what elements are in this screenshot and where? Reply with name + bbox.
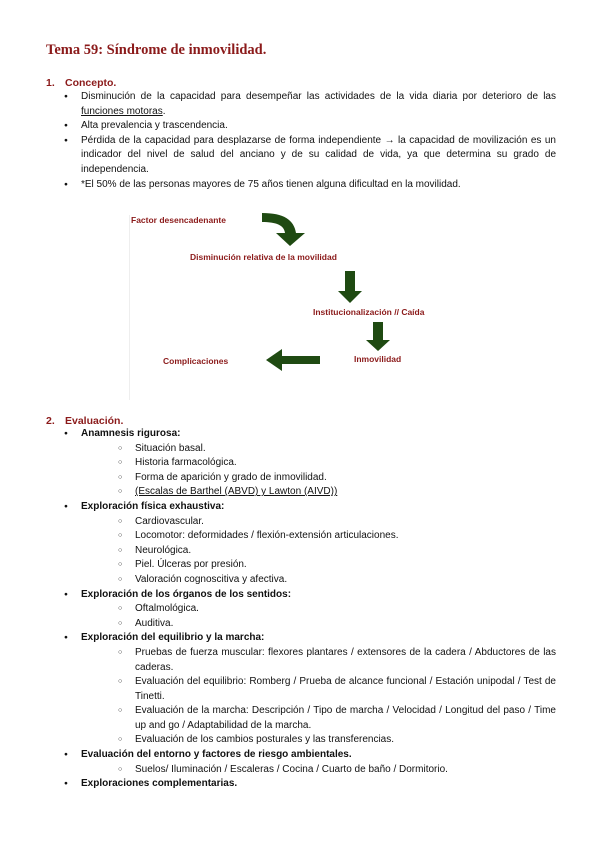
immobility-diagram xyxy=(0,205,600,405)
concept-list xyxy=(64,90,556,192)
evaluation-item-exploracion-fisica: ● Exploración física exhaustiva: ○ Cardiovascular. ○ Locomotor: deformidades / flexión-extensión articulaciones. ○ Neurológica. ○ Piel. Úlceras por presión. ○ Valoración cognoscitiva y afectiva. xyxy=(64,500,556,588)
list-item: ○ Suelos/ Iluminación / Escaleras / Cocina / Cuarto de baño / Dormitorio. xyxy=(81,763,556,778)
diagram-institucionalizacion-label: Institucionalización // Caída xyxy=(313,307,425,317)
evaluation-item-entorno: ● Evaluación del entorno y factores de riesgo ambientales. ○ Suelos/ Iluminación / Escaleras / Cocina / Cuarto de baño / Dormitorio. xyxy=(64,748,556,777)
section-2-number: 2. xyxy=(46,415,55,427)
section-1-number: 1. xyxy=(46,77,55,89)
list-item: ○ Cardiovascular. xyxy=(81,515,556,530)
anamnesis-sublist xyxy=(81,442,556,500)
list-item: ○ Neurológica. xyxy=(81,544,556,559)
list-item: ○ Forma de aparición y grado de inmovilidad. xyxy=(81,471,556,486)
equilibrio-sublist xyxy=(81,646,556,748)
list-item: ○ Oftalmológica. xyxy=(81,602,556,617)
page-title: Tema 59: Síndrome de inmovilidad. xyxy=(46,42,267,58)
list-item: ○ Pruebas de fuerza muscular: flexores plantares / extensores de la cadera / Abductores de las caderas. xyxy=(81,646,556,675)
diagram-factor-label: Factor desencadenante xyxy=(131,215,226,225)
evaluation-item-sentidos: ● Exploración de los órganos de los sentidos: ○ Oftalmológica. ○ Auditiva. xyxy=(64,588,556,632)
sentidos-sublist xyxy=(81,602,556,631)
concept-item-2: ● Alta prevalencia y trascendencia. xyxy=(64,119,556,134)
evaluation-item-anamnesis: ● Anamnesis rigurosa: ○ Situación basal. ○ Historia farmacológica. ○ Forma de aparición y grado de inmovilidad. ○ (Escalas de Barthel (ABVD) y Lawton (AIVD)) xyxy=(64,427,556,500)
section-2-title: Evaluación. xyxy=(65,415,124,427)
diagram-complicaciones-label: Complicaciones xyxy=(163,356,229,366)
list-item: ○ Situación basal. xyxy=(81,442,556,457)
down-arrow-icon xyxy=(338,271,362,303)
list-item: ○ Locomotor: deformidades / flexión-extensión articulaciones. xyxy=(81,529,556,544)
evaluation-item-complementarias: ● Exploraciones complementarias. xyxy=(64,777,556,792)
concept-item-1: ● Disminución de la capacidad para desempeñar las actividades de la vida diaria por deterioro de las funciones motoras. xyxy=(64,90,556,119)
evaluation-item-equilibrio: ● Exploración del equilibrio y la marcha: ○ Pruebas de fuerza muscular: flexores plantares / extensores de la cadera / Abductores de las caderas. ○ Evaluación del equilibrio: Romberg / Prueba de alcance funcional / Estación unipodal / Test de Tinetti. ○ Evaluación de la marcha: Descripción / Tipo de marcha / Velocidad / Longitud del paso / Time up and go / Adaptabilidad de la marcha. ○ Evaluación de los cambios posturales y las transferencias. xyxy=(64,631,556,748)
exploracion-fisica-sublist xyxy=(81,515,556,588)
list-item: ○ Evaluación de la marcha: Descripción / Tipo de marcha / Velocidad / Longitud del paso / Time up and go / Adaptabilidad de la marcha. xyxy=(81,704,556,733)
list-item: ○ Historia farmacológica. xyxy=(81,456,556,471)
down-arrow-icon xyxy=(366,322,390,351)
list-item: ○ Evaluación de los cambios posturales y las transferencias. xyxy=(81,733,556,748)
left-arrow-icon xyxy=(266,349,320,371)
escalas-link-item[interactable]: ○ (Escalas de Barthel (ABVD) y Lawton (AIVD)) xyxy=(81,485,556,500)
diagram-inmovilidad-label: Inmovilidad xyxy=(354,354,402,364)
concept-item-3: ● Pérdida de la capacidad para desplazarse de forma independiente → la capacidad de movilización es un indicador del nivel de salud del anciano y de su calidad de vida, ya que determina su grado de independencia. xyxy=(64,134,556,178)
entorno-sublist xyxy=(81,763,556,778)
list-item: ○ Auditiva. xyxy=(81,617,556,632)
curved-arrow-icon xyxy=(262,213,305,246)
list-item: ○ Evaluación del equilibrio: Romberg / Prueba de alcance funcional / Estación unipodal / Test de Tinetti. xyxy=(81,675,556,704)
list-item: ○ Valoración cognoscitiva y afectiva. xyxy=(81,573,556,588)
concept-item-4: ● *El 50% de las personas mayores de 75 años tienen alguna dificultad en la movilidad. xyxy=(64,178,556,193)
section-1-title: Concepto. xyxy=(65,77,117,89)
section-1-heading xyxy=(46,77,116,89)
diagram-disminucion-label: Disminución relativa de la movilidad xyxy=(190,252,337,262)
diagram-arrows xyxy=(0,205,600,405)
evaluation-list xyxy=(64,427,556,792)
funciones-motoras-link[interactable]: funciones motoras xyxy=(81,105,163,117)
section-2-heading xyxy=(46,415,123,427)
list-item: ○ Piel. Úlceras por presión. xyxy=(81,558,556,573)
